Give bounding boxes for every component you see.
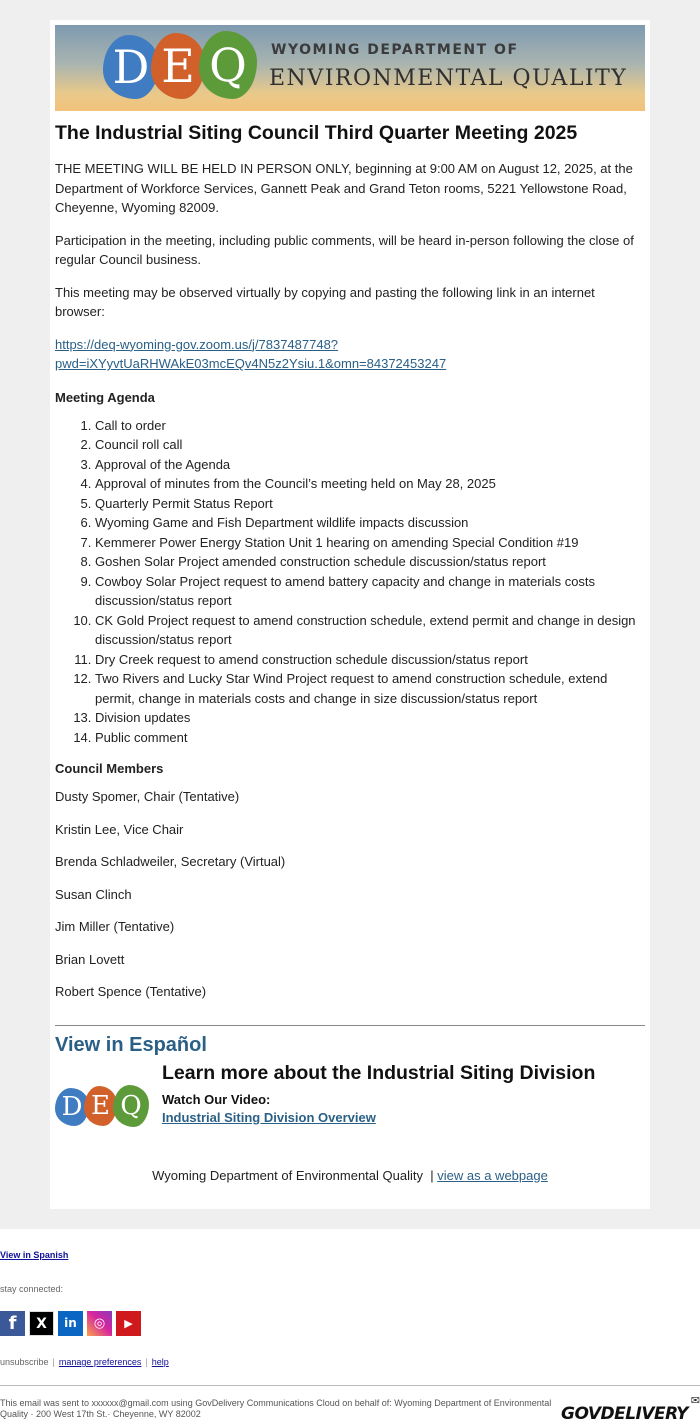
learn-more-text [162, 1062, 595, 1142]
footer-org-name: Wyoming Department of Environmental Quality [152, 1167, 423, 1183]
zoom-link-block [55, 335, 645, 374]
agenda-item: 11. Dry Creek request to amend construction schedule discussion/status report [95, 650, 645, 670]
help-link[interactable]: help [151, 1357, 169, 1367]
x-icon[interactable]: X [29, 1311, 54, 1336]
agenda-item: 5. Quarterly Permit Status Report [95, 494, 645, 514]
instagram-icon[interactable]: ◎ [87, 1311, 112, 1336]
govdelivery-footer [0, 1229, 700, 1426]
card-footer [55, 1168, 645, 1183]
council-member: Kristin Lee, Vice Chair [55, 821, 184, 837]
section-divider [55, 1025, 645, 1026]
envelope-icon: ✉ [690, 1395, 700, 1407]
agenda-item: 13. Division updates [95, 708, 645, 728]
preference-links: unsubscribe | manage preferences | help [0, 1357, 169, 1367]
deq-banner [55, 25, 645, 111]
view-in-espanol-link[interactable]: View in Español [55, 1033, 207, 1056]
agenda-item: 7. Kemmerer Power Energy Station Unit 1 hearing on amending Special Condition #19 [95, 533, 645, 553]
agenda-item: 3. Approval of the Agenda [95, 455, 645, 475]
council-member: Robert Spence (Tentative) [55, 984, 207, 999]
sent-notice: This email was sent to xxxxxx@gmail.com using GovDelivery Communications Cloud on behalf of: Wyoming Department of Environmental Quality · 200 West 17th St.· Cheyenne, WY 82002 [0, 1398, 552, 1419]
footer-divider-line [0, 1385, 700, 1386]
paragraph-meeting-info: THE MEETING WILL BE HELD IN PERSON ONLY, beginning at 9:00 AM on August 12, 2025, at the Department of Workforce Services, Gannett Peak and Grand Teton rooms, 5221 Yellowstone Road, Cheyenne, Wyoming 82009. [55, 161, 633, 215]
view-in-spanish-link[interactable]: View in Spanish [0, 1250, 69, 1260]
footer-divider: | [430, 1167, 434, 1183]
stay-connected-label: stay connected: [0, 1284, 64, 1294]
learn-more-section [55, 1062, 645, 1142]
council-heading: Council Members [55, 761, 164, 776]
banner-line-2: ENVIRONMENTAL QUALITY [269, 66, 628, 91]
agenda-item: 8. Goshen Solar Project amended construction schedule discussion/status report [95, 552, 645, 572]
video-overview-link[interactable]: Industrial Siting Division Overview [162, 1109, 376, 1125]
agenda-item: 2. Council roll call [95, 435, 645, 455]
council-member: Susan Clinch [55, 886, 132, 902]
small-logo-letter-q: Q [113, 1085, 149, 1127]
manage-preferences-link[interactable]: manage preferences [58, 1357, 142, 1367]
agenda-item: 12. Two Rivers and Lucky Star Wind Project request to amend construction schedule, extend permit, change in materials costs and change in size discussion/status report [95, 669, 645, 708]
learn-more-title: Learn more about the Industrial Siting Division [162, 1061, 596, 1084]
facebook-icon[interactable]: f [0, 1311, 25, 1336]
linkedin-icon[interactable]: in [58, 1311, 83, 1336]
agenda-item: 4. Approval of minutes from the Council’s meeting held on May 28, 2025 [95, 474, 645, 494]
council-member: Jim Miller (Tentative) [55, 919, 175, 934]
small-logo-letter-d: D [55, 1088, 89, 1126]
email-content [55, 122, 645, 1183]
council-member: Brenda Schladweiler, Secretary (Virtual) [55, 854, 286, 869]
logo-letter-q: Q [199, 31, 257, 99]
unsubscribe-link[interactable]: unsubscribe [0, 1357, 49, 1367]
page-title: The Industrial Siting Council Third Quarter Meeting 2025 [55, 122, 578, 144]
view-as-webpage-link[interactable]: view as a webpage [437, 1167, 548, 1183]
govdelivery-logo: GOVDELIVERY [561, 1404, 688, 1424]
agenda-item: 14. Public comment [95, 728, 645, 748]
youtube-icon[interactable]: ▶ [116, 1311, 141, 1336]
council-member: Dusty Spomer, Chair (Tentative) [55, 789, 240, 804]
paragraph-virtual: This meeting may be observed virtually by copying and pasting the following link in an internet browser: [55, 284, 595, 319]
zoom-link[interactable] [55, 337, 446, 372]
social-icons [0, 1311, 141, 1336]
logo-letter-d: D [103, 35, 159, 99]
agenda-list [95, 416, 645, 748]
agenda-item: 1. Call to order [95, 416, 645, 436]
zoom-link-line-1: https://deq-wyoming-gov.zoom.us/j/7837487748? [55, 336, 339, 352]
agenda-item: 10. CK Gold Project request to amend construction schedule, extend permit and change in design discussion/status report [95, 611, 645, 650]
zoom-link-line-2: pwd=iXYyvtUaRHWAkE03mcEQv4N5z2Ysiu.1&omn=84372453247 [55, 356, 447, 371]
watch-video-label: Watch Our Video: [162, 1091, 271, 1107]
agenda-heading: Meeting Agenda [55, 389, 155, 405]
small-logo-letter-e: E [84, 1086, 117, 1126]
deq-logo-small [55, 1082, 161, 1142]
agenda-item: 6. Wyoming Game and Fish Department wildlife impacts discussion [95, 513, 645, 533]
logo-letter-e: E [151, 33, 205, 99]
council-member: Brian Lovett [55, 951, 125, 967]
banner-line-1: WYOMING DEPARTMENT OF [271, 42, 519, 58]
paragraph-participation: Participation in the meeting, including public comments, will be heard in-person following the close of regular Council business. [55, 232, 634, 267]
agenda-item: 9. Cowboy Solar Project request to amend battery capacity and change in materials costs discussion/status report [95, 572, 645, 611]
email-card [50, 20, 650, 1209]
